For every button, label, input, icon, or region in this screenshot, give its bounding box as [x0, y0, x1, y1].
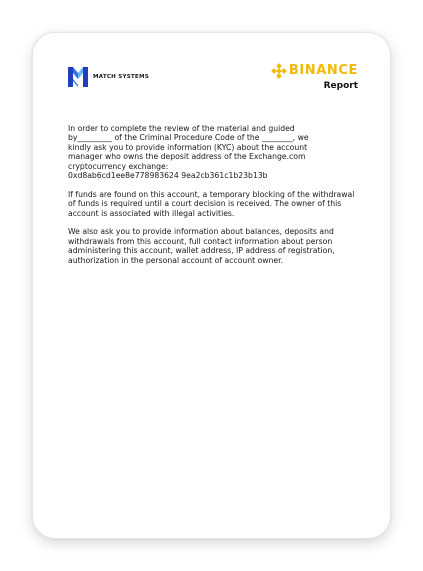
paragraph-1-line-3: kindly ask you to provide information (KYC) about the account	[68, 142, 308, 152]
report-label: Report	[323, 81, 358, 91]
paragraph-1-line-1: In order to complete the review of the material and guided	[68, 124, 295, 133]
report-header	[66, 61, 358, 101]
binance-logo-icon	[271, 63, 287, 79]
match-systems-logo-icon	[66, 65, 90, 89]
binance-logo-text: BINANCE	[288, 63, 358, 78]
paragraph-1-line-4: manager who owns the deposit address of the Exchange.com	[68, 152, 306, 162]
binance-logo	[271, 63, 358, 79]
paragraph-1-line-2: by_________ of the Criminal Procedure Code of the ________, we	[68, 133, 309, 143]
wallet-address: 0xd8ab6cd1ee8e778983624 9ea2cb361c1b23b13b	[68, 171, 268, 181]
match-systems-logo	[66, 65, 149, 89]
report-body	[68, 124, 360, 274]
paragraph-blocking-request: If funds are found on this account, a temporary blocking of the withdrawal of funds is required until a court decision is received. The owner of this account is associated with illegal activities.	[68, 189, 355, 218]
paragraph-request-kyc	[68, 124, 360, 180]
match-systems-logo-text: MATCH SYSTEMS	[93, 74, 149, 80]
paragraph-additional-info: We also ask you to provide information about balances, deposits and withdrawals from this account, full contact information about person administering this account, wallet address, IP address of registration, authorization in the personal account of account owner.	[68, 227, 335, 265]
report-card	[33, 33, 390, 538]
paragraph-1-line-5: cryptocurrency exchange:	[68, 161, 169, 171]
binance-report-block	[258, 63, 358, 97]
